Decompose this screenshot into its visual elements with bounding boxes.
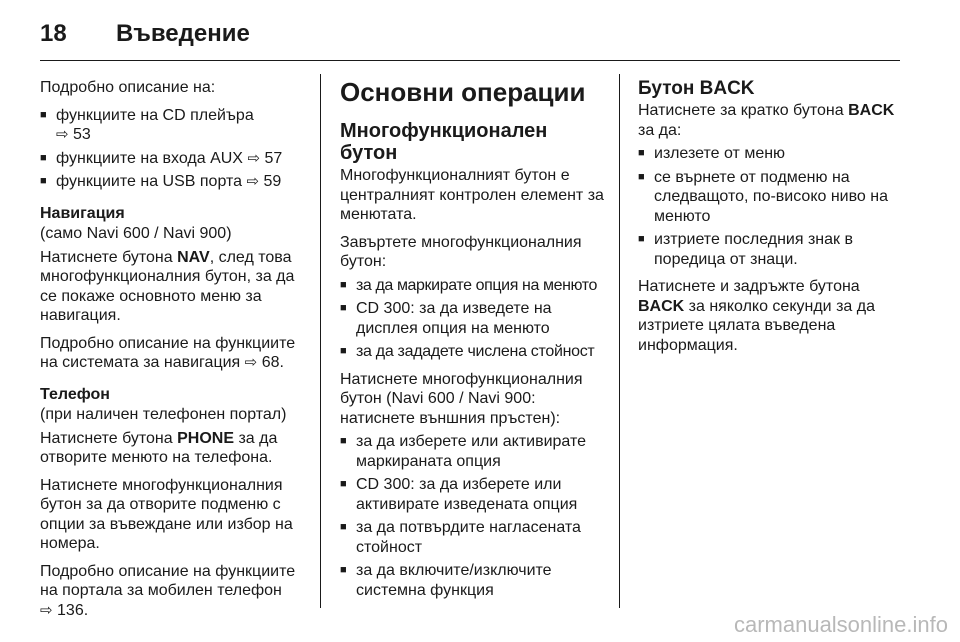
list-item: ■ CD 300: за да изведете на дисплея опция на менюто: [340, 299, 608, 338]
page-ref-arrow-icon: ⇨: [246, 173, 260, 190]
page-number: 18: [40, 20, 67, 47]
header-rule: [40, 60, 900, 61]
section-heading-phone: Телефон: [40, 385, 110, 403]
phone-note: (при наличен телефонен портал): [40, 406, 287, 423]
page-ref-arrow-icon: ⇨: [40, 601, 53, 619]
page-ref[interactable]: 59: [263, 173, 282, 190]
page-ref[interactable]: 57: [264, 149, 283, 167]
intro-list: [40, 106, 302, 192]
page-ref-arrow-icon: ⇨: [56, 126, 69, 143]
list-item: ■ функциите на входа AUX ⇨ 57: [40, 149, 302, 169]
section-title: Основни операции: [340, 77, 586, 107]
page-ref-arrow-icon: ⇨: [247, 149, 261, 167]
section-heading-back: Бутон BACK: [638, 78, 755, 99]
column-3: [638, 78, 904, 363]
list-item: ■ за да потвърдите нагласената стойност: [340, 518, 608, 557]
paragraph: Натиснете многофункционалния бутон (Navi 600 / Navi 900: натиснете външния пръстен):: [340, 370, 583, 427]
list-item: ■ за да маркирате опция на менюто: [340, 276, 608, 296]
turn-list: [340, 276, 608, 362]
section-heading-navigation: Навигация: [40, 204, 125, 222]
list-item: ■ изтриете последния знак в поредица от знаци.: [638, 230, 904, 269]
press-list: [340, 432, 608, 600]
phone-paragraph: Натиснете бутона PHONE за да отворите менюто на телефона.: [40, 429, 278, 466]
phone-paragraph-2: Натиснете многофункционалния бутон за да отворите подменю с опции за въвеждане или избор на номера.: [40, 476, 293, 552]
nav-detail: Подробно описание на функциите на системата за навигация ⇨ 68.: [40, 334, 296, 371]
page-ref[interactable]: 53: [73, 126, 91, 143]
intro-text: Подробно описание на:: [40, 79, 216, 96]
page-ref-arrow-icon: ⇨: [244, 354, 258, 371]
page-ref[interactable]: 68.: [261, 354, 284, 371]
nav-note: (само Navi 600 / Navi 900): [40, 225, 232, 242]
list-item: ■ се върнете от подменю на следващото, по-високо ниво на менюто: [638, 168, 904, 227]
watermark: carmanualsonline.info: [733, 612, 948, 637]
back-list: [638, 144, 904, 269]
paragraph: Многофункционалният бутон е централният контролен елемент за менютата.: [340, 167, 604, 223]
list-item: ■ CD 300: за да изберете или активирате изведената опция: [340, 475, 608, 514]
subsection-heading: Многофункционален бутон: [340, 120, 548, 164]
paragraph: Натиснете за кратко бутона BACK за да:: [638, 102, 895, 139]
phone-detail: Подробно описание на функциите на портала за мобилен телефон ⇨ 136.: [40, 562, 296, 619]
page-ref[interactable]: 136.: [57, 601, 89, 619]
list-item: ■ функциите на USB порта ⇨ 59: [40, 172, 302, 192]
nav-paragraph: Натиснете бутона NAV, след това многофункционалния бутон, за да се покаже основното меню за навигация.: [40, 248, 295, 324]
page-header: [40, 14, 900, 54]
column-1: [40, 78, 302, 628]
column-divider: [619, 74, 620, 608]
column-divider: [320, 74, 321, 608]
list-item: ■ излезете от меню: [638, 144, 904, 164]
list-item: ■ за да изберете или активирате маркираната опция: [340, 432, 608, 471]
list-item: ■ функциите на CD плейъра ⇨ 53: [40, 106, 302, 145]
list-item: ■ за да включите/изключите системна функция: [340, 561, 608, 600]
paragraph: Завъртете многофункционалния бутон:: [340, 233, 582, 270]
page-title: Въведение: [116, 20, 250, 47]
column-2: [340, 78, 608, 608]
list-item: ■ за да зададете числена стойност: [340, 342, 608, 362]
paragraph: Натиснете и задръжте бутона BACK за няколко секунди за да изтриете цялата въведена информация.: [638, 278, 875, 354]
